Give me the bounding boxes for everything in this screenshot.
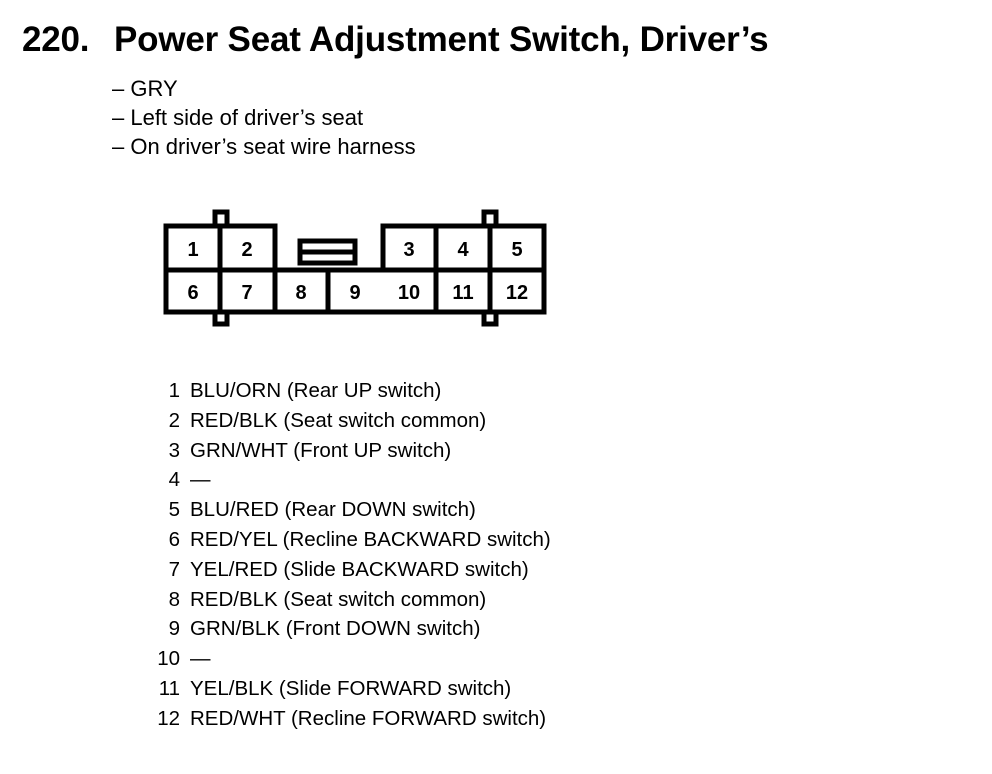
- pin-description: RED/WHT (Recline FORWARD switch): [190, 706, 547, 730]
- pin-number: 1: [168, 379, 180, 402]
- pin-description: RED/YEL (Recline BACKWARD switch): [190, 527, 551, 551]
- pin-description: —: [190, 647, 211, 671]
- connector-notes: [112, 74, 416, 161]
- cavity-label: 7: [241, 282, 253, 304]
- cavity-label: 11: [452, 282, 474, 304]
- pin-number: 11: [158, 676, 180, 700]
- pin-row: [150, 465, 551, 495]
- pin-row: [150, 376, 551, 406]
- cavity-label: 2: [241, 239, 253, 261]
- pin-list: [150, 376, 551, 734]
- pin-description: GRN/BLK (Front DOWN switch): [190, 617, 481, 641]
- connector-tab-bottom-right: [484, 312, 496, 324]
- pin-number: 7: [168, 557, 180, 581]
- pin-row: [150, 525, 551, 555]
- pin-number: 9: [168, 617, 180, 641]
- pin-row: [150, 436, 551, 466]
- cavity-label: 6: [187, 282, 199, 304]
- pin-row: [150, 614, 551, 644]
- pin-number: 6: [168, 527, 180, 551]
- cavity-label: 4: [457, 239, 469, 261]
- note-harness: – On driver’s seat wire harness: [112, 134, 416, 159]
- cavity-label: 1: [187, 239, 199, 261]
- title-text: Power Seat Adjustment Switch, Driver’s: [114, 20, 769, 59]
- pin-row: [150, 406, 551, 436]
- cavity-label: 3: [403, 239, 415, 261]
- title-number: 220.: [22, 20, 90, 59]
- pin-number: 10: [157, 647, 180, 671]
- pin-number: 3: [168, 438, 180, 462]
- pin-row: [150, 585, 551, 615]
- pin-description: BLU/ORN (Rear UP switch): [190, 379, 442, 402]
- pin-description: BLU/RED (Rear DOWN switch): [190, 498, 476, 522]
- pin-row: [150, 555, 551, 585]
- pin-row: [150, 495, 551, 525]
- cavity-label: 5: [511, 239, 523, 261]
- cavity-label: 12: [505, 282, 529, 304]
- pin-description: RED/BLK (Seat switch common): [190, 408, 487, 432]
- pin-row: [150, 674, 551, 704]
- cavity-label: 10: [397, 282, 421, 304]
- pin-description: RED/BLK (Seat switch common): [190, 587, 487, 611]
- pin-description: YEL/RED (Slide BACKWARD switch): [190, 557, 529, 581]
- pin-description: YEL/BLK (Slide FORWARD switch): [190, 676, 512, 700]
- pin-number: 5: [168, 498, 180, 522]
- pin-description: GRN/WHT (Front UP switch): [190, 438, 452, 462]
- note-color: – GRY: [112, 76, 178, 101]
- connector-diagram: [160, 205, 560, 335]
- pin-description: —: [190, 468, 211, 492]
- cavity-label: 9: [349, 282, 361, 304]
- connector-tab-top-right: [484, 212, 496, 226]
- pin-number: 12: [157, 706, 180, 730]
- pin-row: [150, 644, 551, 674]
- pin-number: 8: [168, 587, 180, 611]
- pin-row: [150, 704, 551, 734]
- pin-number: 4: [168, 468, 180, 492]
- cavity-label: 8: [295, 282, 307, 304]
- note-location: – Left side of driver’s seat: [112, 105, 364, 130]
- pin-number: 2: [168, 408, 180, 432]
- connector-tab-top-left: [215, 212, 227, 226]
- connector-tab-bottom-left: [215, 312, 227, 324]
- page-title: [22, 20, 768, 60]
